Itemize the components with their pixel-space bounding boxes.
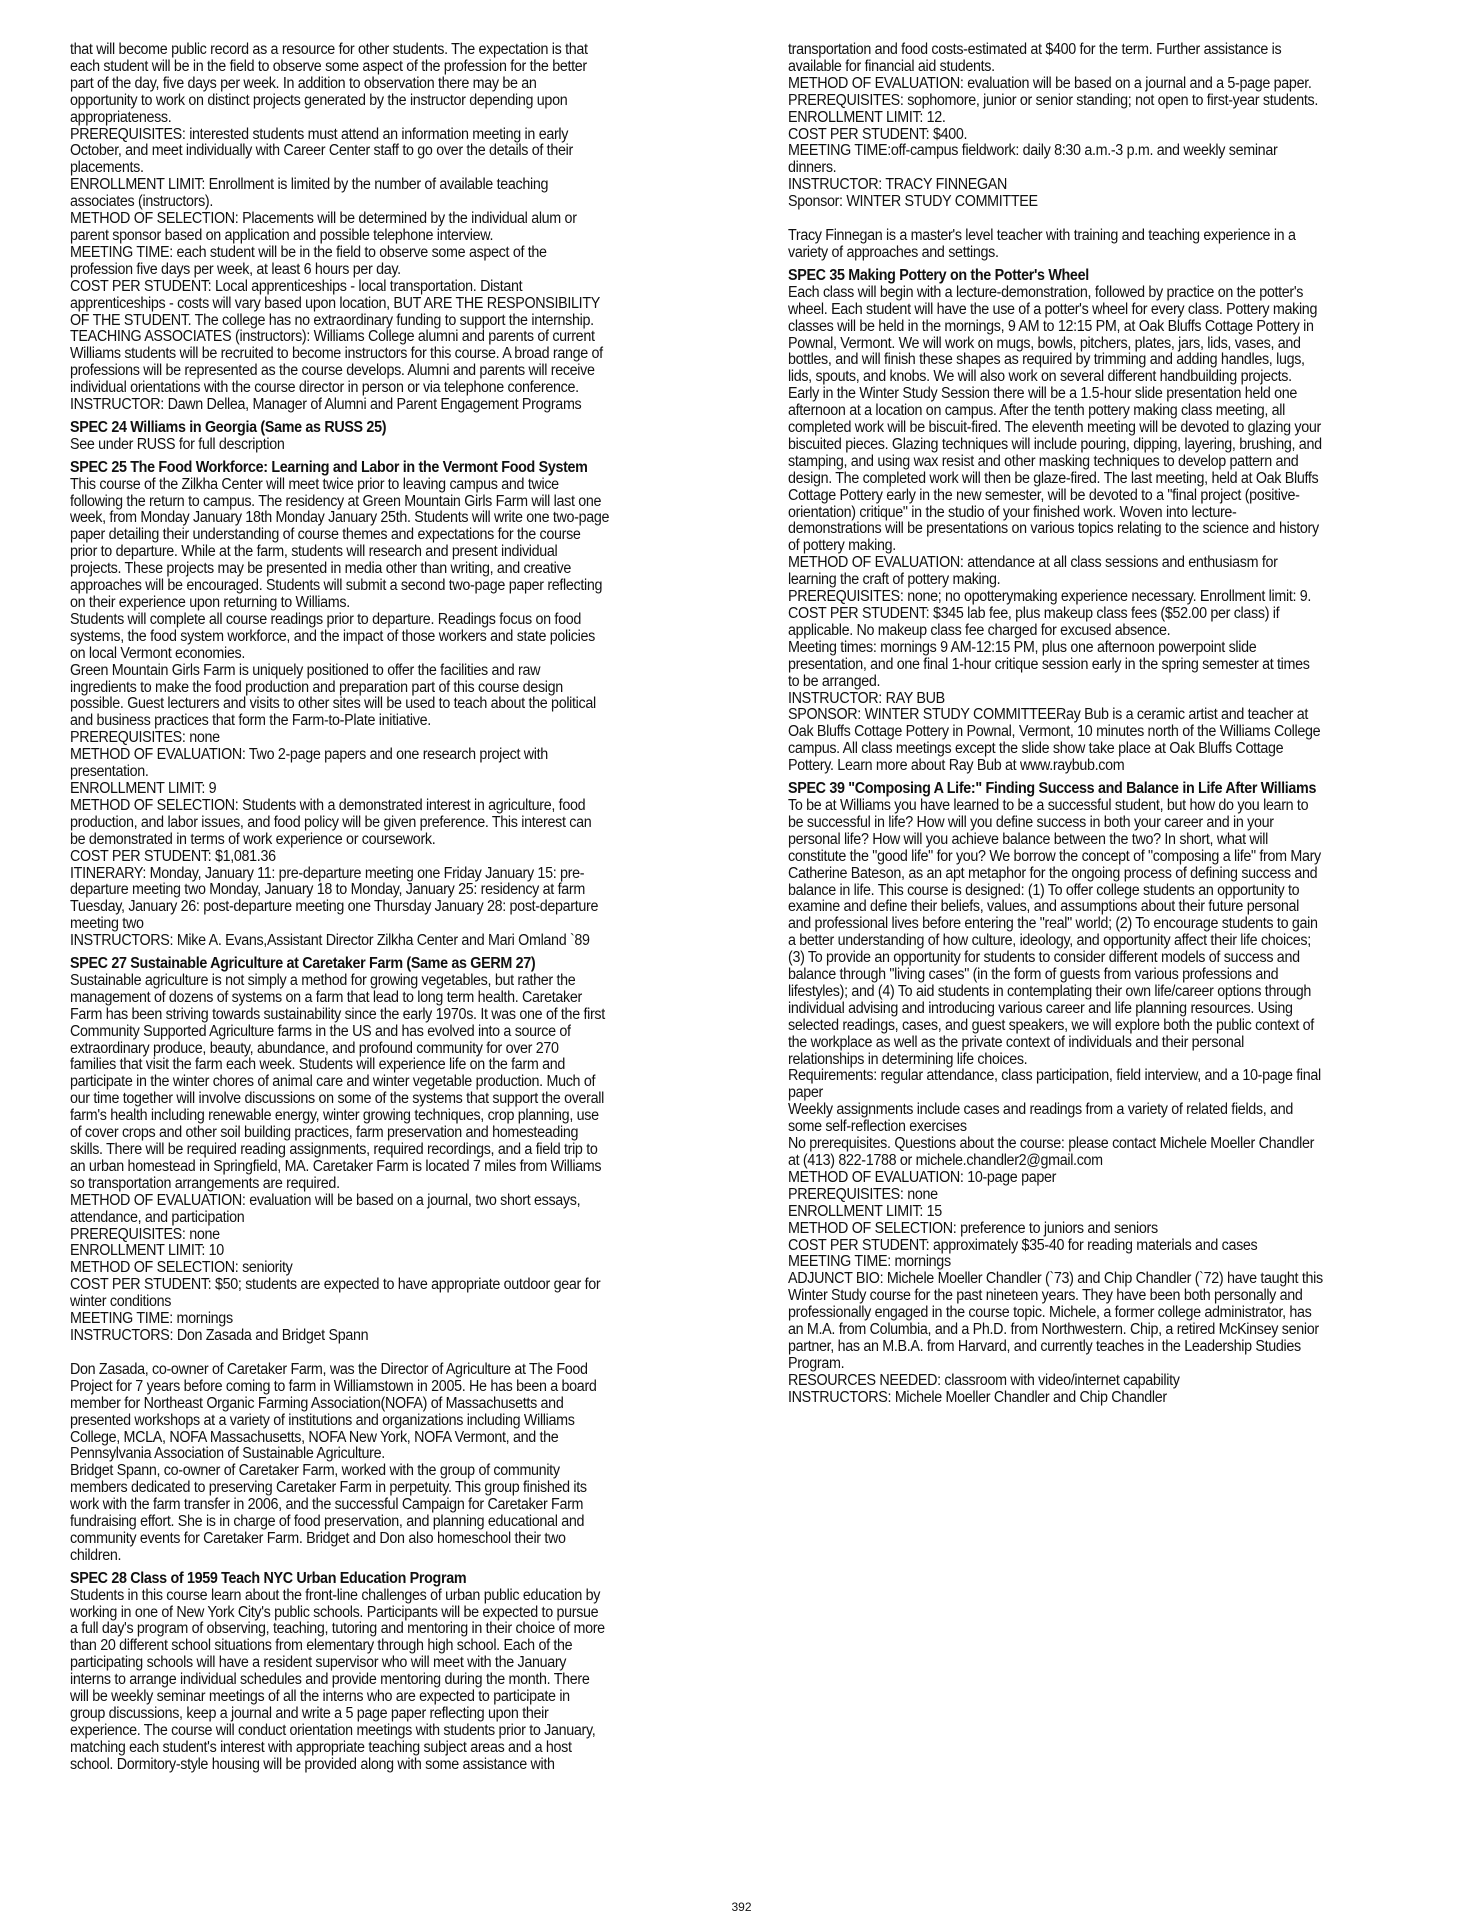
text-line: Pennsylvania Association of Sustainable Agriculture.: [70, 1445, 385, 1463]
text-line: ENROLLMENT LIMIT: 10: [70, 1242, 224, 1260]
text-line: INSTRUCTORS: Don Zasada and Bridget Spann: [70, 1326, 369, 1344]
text-line: that will become public record as a resource for other students. The expectation is that: [70, 41, 588, 58]
text-line: PREREQUISITES: none: [70, 729, 220, 747]
text-line: parent sponsor based on application and possible telephone interview.: [70, 226, 494, 244]
text-line: METHOD OF SELECTION: preference to juniors and seniors: [788, 1219, 1158, 1237]
text-line: INSTRUCTORS: Michele Moeller Chandler and Chip Chandler: [788, 1388, 1167, 1406]
text-line: opportunity to work on distinct projects generated by the instructor depending upon: [70, 91, 568, 109]
text-line: individual advising and introducing various career and life planning resources. Using: [788, 999, 1293, 1017]
text-line: Green Mountain Girls Farm is uniquely positioned to offer the facilities and raw: [70, 661, 541, 679]
text-line: METHOD OF EVALUATION: evaluation will be based on a journal and a 5-page paper.: [788, 74, 1312, 92]
text-line: working in one of New York City's public schools. Participants will be expected to pursue: [70, 1603, 599, 1621]
text-line: some self-reflection exercises: [788, 1118, 967, 1136]
text-line: Early in the Winter Study Session there will be a 1.5-hour slide presentation held one: [788, 385, 1298, 403]
text-line: a better understanding of how culture, ideology, and opportunity affect their life choices;: [788, 932, 1311, 950]
text-line: placements.: [70, 159, 144, 177]
course-heading: SPEC 25 The Food Workforce: Learning and Labor in the Vermont Food System: [70, 458, 588, 476]
text-line: PREREQUISITES: none; no opotterymaking experience necessary. Enrollment limit: 9.: [788, 588, 1312, 606]
text-line: stamping, and using wax resist and other masking techniques to develop pattern and: [788, 452, 1299, 470]
text-line: PREREQUISITES: interested students must attend an information meeting in early: [70, 125, 569, 143]
text-line: wheel. Each student will have the use of a potter's wheel for every class. Pottery making: [788, 300, 1318, 318]
text-line: dinners.: [788, 159, 837, 177]
text-line: METHOD OF EVALUATION: evaluation will be based on a journal, two short essays,: [70, 1191, 581, 1209]
text-line: production, and labor issues, and food policy will be given preference. This interest can: [70, 813, 592, 831]
text-line: variety of approaches and settings.: [788, 243, 999, 261]
text-line: Project for 7 years before coming to farm in Williamstown in 2005. He has been a board: [70, 1377, 597, 1395]
text-line: skills. There will be required reading assignments, required recordings, and a field trip to: [70, 1141, 598, 1158]
text-line: biscuited pieces. Glazing techniques will include pouring, dipping, layering, brushing, and: [788, 435, 1322, 453]
course-heading: SPEC 24 Williams in Georgia (Same as RUSS 25): [70, 418, 387, 436]
text-line: Requirements: regular attendance, class participation, field interview, and a 10-page final: [788, 1067, 1321, 1085]
text-line: Pottery. Learn more about Ray Bub at www.raybub.com: [788, 757, 1125, 775]
page-number: 392: [731, 1900, 752, 1914]
text-line: appropriateness.: [70, 108, 172, 126]
text-line: Oak Bluffs Cottage Pottery in Pownal, Vermont, 10 minutes north of the Williams College: [788, 723, 1321, 741]
text-line: paper detailing their understanding of course themes and expectations for the course: [70, 526, 581, 544]
text-line: MEETING TIME: each student will be in the field to observe some aspect of the: [70, 243, 547, 261]
text-line: COST PER STUDENT: $50; students are expected to have appropriate outdoor gear for: [70, 1276, 601, 1294]
text-line: learning the craft of pottery making.: [788, 571, 1001, 589]
text-line: relationships in determining life choices.: [788, 1050, 1028, 1068]
text-line: members dedicated to preserving Caretaker Farm in perpetuity. This group finished its: [70, 1479, 587, 1497]
text-line: community events for Caretaker Farm. Bridget and Don also homeschool their two: [70, 1529, 566, 1547]
text-line: be successful in life? How will you define success in both your career and in your: [788, 813, 1274, 831]
text-line: COST PER STUDENT: Local apprenticeships - local transportation. Distant: [70, 277, 523, 295]
text-line: Each class will begin with a lecture-demonstration, followed by practice on the potter's: [788, 283, 1304, 301]
text-line: fundraising effort. She is in charge of food preservation, and planning educational and: [70, 1513, 585, 1531]
text-line: (3) To provide an opportunity for students to consider different models of success and: [788, 949, 1300, 967]
text-line: balance through "living cases" (in the form of guests from various professions and: [788, 966, 1279, 984]
text-line: COST PER STUDENT: $1,081.36: [70, 847, 276, 865]
text-line: farm's health including renewable energy, winter growing techniques, crop planning, use: [70, 1107, 599, 1125]
text-line: campus. All class meetings except the slide show take place at Oak Bluffs Cottage: [788, 740, 1284, 758]
text-line: children.: [70, 1546, 122, 1564]
text-line: Weekly assignments include cases and readings from a variety of related fields, and: [788, 1101, 1293, 1119]
text-line: INSTRUCTOR: Dawn Dellea, Manager of Alumni and Parent Engagement Programs: [70, 396, 582, 414]
text-line: ENROLLMENT LIMIT: 9: [70, 779, 217, 797]
text-line: Farm has been striving towards sustainability since the early 1970s. It was one of the first: [70, 1005, 605, 1023]
text-line: applicable. No makeup class fee charged for excused absence.: [788, 621, 1171, 639]
text-line: ENROLLMENT LIMIT: 12.: [788, 108, 946, 126]
text-line: lids, spouts, and knobs. We will also work on several different handbuilding projects.: [788, 368, 1292, 386]
text-line: individual orientations with the course director in person or via telephone conference.: [70, 379, 579, 397]
text-line: part of the day, five days per week. In addition to observation there may be an: [70, 74, 537, 92]
text-line: will be weekly seminar meetings of all the interns who are expected to participate in: [70, 1688, 570, 1706]
text-line: selected readings, cases, and guest speakers, we will explore both the public context of: [788, 1016, 1314, 1034]
text-line: the workplace as well as the private context of individuals and their personal: [788, 1033, 1244, 1051]
text-line: See under RUSS for full description: [70, 435, 285, 453]
text-line: October, and meet individually with Career Center staff to go over the details of their: [70, 142, 573, 160]
text-line: personal life? How will you achieve balance between the two? In short, what will: [788, 830, 1268, 848]
text-line: projects. These projects may be presented in media other than writing, and creative: [70, 560, 572, 578]
text-line: Pownal, Vermont. We will work on mugs, bowls, pitchers, plates, jars, lids, vases, and: [788, 334, 1301, 352]
text-line: lifestyles); and (4) To aid students in contemplating their own life/career options through: [788, 982, 1312, 1000]
text-line: INSTRUCTOR: RAY BUB: [788, 689, 945, 707]
text-line: design. The completed work will then be glaze-fired. The last meeting, held at Oak Bluffs: [788, 469, 1319, 487]
text-line: bottles, and will finish these shapes as required by trimming and adding handles, lugs,: [788, 351, 1305, 369]
text-line: ITINERARY: Monday, January 11: pre-departure meeting one Friday January 15: pre-: [70, 864, 585, 882]
text-line: and professional lives before entering the "real" world; (2) To encourage students to gain: [788, 915, 1318, 933]
text-line: METHOD OF SELECTION: seniority: [70, 1259, 293, 1277]
text-line: group discussions, keep a journal and write a 5 page paper reflecting upon their: [70, 1705, 549, 1722]
text-line: No prerequisites. Questions about the course: please contact Michele Moeller Chandler: [788, 1135, 1315, 1153]
paragraph-gap: [70, 1345, 702, 1362]
left-column: [70, 42, 702, 1774]
text-line: apprenticeships - costs will vary based upon location, BUT ARE THE RESPONSIBILITY: [70, 294, 600, 312]
text-line: an urban homestead in Springfield, MA. Caretaker Farm is located 7 miles from Williams: [70, 1157, 602, 1175]
text-line: COST PER STUDENT: $345 lab fee, plus makeup class fees ($52.00 per class) if: [788, 605, 1280, 622]
text-line: INSTRUCTORS: Mike A. Evans,Assistant Director Zilkha Center and Mari Omland `89: [70, 932, 590, 950]
text-line: balance in life. This course is designed: (1) To offer college students an opportunity to: [788, 881, 1300, 899]
text-line: systems, the food system workforce, and the impact of those workers and state policies: [70, 627, 595, 645]
left-column-text: [70, 42, 702, 1774]
text-line: MEETING TIME: mornings: [70, 1310, 233, 1328]
text-line: associates (instructors).: [70, 193, 214, 211]
text-line: each student will be in the field to observe some aspect of the profession for the better: [70, 57, 587, 75]
text-line: Sustainable agriculture is not simply a method for growing vegetables, but rather the: [70, 971, 576, 989]
text-line: of pottery making.: [788, 537, 896, 555]
text-line: presentation.: [70, 763, 149, 781]
text-line: MEETING TIME:off-campus fieldwork: daily 8:30 a.m.-3 p.m. and weekly seminar: [788, 142, 1278, 160]
text-line: our time together will involve discussions on some of the systems that support the overall: [70, 1090, 604, 1108]
text-line: METHOD OF SELECTION: Students with a demonstrated interest in agriculture, food: [70, 796, 586, 814]
text-line: departure meeting two Monday, January 18 to Monday, January 25: residency at farm: [70, 881, 585, 899]
text-line: matching each student's interest with appropriate teaching subject areas and a host: [70, 1738, 572, 1756]
text-line: extraordinary produce, beauty, abundance, and profound community for over 270: [70, 1039, 559, 1057]
text-line: PREREQUISITES: none: [788, 1185, 938, 1203]
text-line: participating schools will have a resident supervisor who will meet with the January: [70, 1654, 567, 1672]
text-line: professions will be represented as the course develops. Alumni and parents will receive: [70, 362, 595, 380]
text-line: to be arranged.: [788, 672, 881, 690]
text-line: profession five days per week, at least 6 hours per day.: [70, 260, 401, 278]
right-column-text: [788, 42, 1420, 1407]
text-line: Sponsor: WINTER STUDY COMMITTEE: [788, 193, 1038, 211]
text-line: interns to arrange individual schedules and provide mentoring during the month. There: [70, 1671, 590, 1689]
text-line: METHOD OF EVALUATION: attendance at all class sessions and enthusiasm for: [788, 554, 1278, 572]
text-line: OF THE STUDENT. The college has no extraordinary funding to support the internship.: [70, 311, 594, 329]
text-line: partner, has an M.B.A. from Harvard, and currently teaches in the Leadership Studies: [788, 1337, 1301, 1355]
text-line: of cover crops and other soil building practices, farm preservation and homesteading: [70, 1124, 579, 1142]
text-line: week, from Monday January 18th Monday January 25th. Students will write one two-page: [70, 509, 610, 527]
text-line: ENROLLMENT LIMIT: 15: [788, 1202, 942, 1220]
text-line: PREREQUISITES: sophomore, junior or senior standing; not open to first-year students.: [788, 91, 1319, 109]
text-line: and business practices that form the Farm-to-Plate initiative.: [70, 712, 431, 730]
text-line: member for Northeast Organic Farming Association(NOFA) of Massachusetts and: [70, 1394, 564, 1412]
text-line: be demonstrated in terms of work experience or coursework.: [70, 830, 436, 848]
text-line: meeting two: [70, 915, 144, 933]
text-line: Williams students will be recruited to become instructors for this course. A broad range of: [70, 345, 603, 363]
text-line: To be at Williams you have learned to be a successful student, but how do you learn to: [788, 796, 1309, 814]
text-line: work with the farm transfer in 2006, and the successful Campaign for Caretaker Farm: [70, 1496, 584, 1514]
text-line: Don Zasada, co-owner of Caretaker Farm, was the Director of Agriculture at The Food: [70, 1360, 588, 1378]
text-line: METHOD OF EVALUATION: 10-page paper: [788, 1168, 1057, 1186]
text-line: METHOD OF EVALUATION: Two 2-page papers and one research project with: [70, 746, 548, 764]
text-line: transportation and food costs-estimated at $400 for the term. Further assistance is: [788, 41, 1282, 58]
text-line: INSTRUCTOR: TRACY FINNEGAN: [788, 176, 1007, 194]
text-line: presentation, and one final 1-hour critique session early in the spring semester at times: [788, 655, 1310, 673]
text-line: ENROLLMENT LIMIT: Enrollment is limited by the number of available teaching: [70, 176, 549, 194]
text-line: attendance, and participation: [70, 1208, 245, 1226]
text-line: a full day's program of observing, teaching, tutoring and mentoring in their choice of more: [70, 1620, 605, 1638]
text-line: at (413) 822-1788 or michele.chandler2@gmail.com: [788, 1152, 1103, 1169]
course-heading: SPEC 35 Making Pottery on the Potter's Wheel: [788, 266, 1089, 284]
text-line: Catherine Bateson, as an apt metaphor for the ongoing process of defining success and: [788, 864, 1318, 882]
text-line: orientation) critique" in the studio of your finished work. Woven into lecture-: [788, 503, 1237, 521]
text-line: presented workshops at a variety of institutions and organizations including Williams: [70, 1411, 575, 1429]
text-line: experience. The course will conduct orientation meetings with students prior to January,: [70, 1721, 596, 1739]
text-line: Community Supported Agriculture farms in the US and has evolved into a source of: [70, 1022, 571, 1040]
course-heading: SPEC 27 Sustainable Agriculture at Caretaker Farm (Same as GERM 27): [70, 955, 536, 973]
text-line: Students will complete all course readings prior to departure. Readings focus on food: [70, 610, 581, 628]
text-line: paper: [788, 1084, 823, 1102]
text-line: Cottage Pottery early in the new semester, will be devoted to a "final project (positive-: [788, 486, 1300, 504]
text-line: an M.A. from Columbia, and a Ph.D. from Northwestern. Chip, a retired McKinsey senior: [788, 1321, 1319, 1339]
text-line: completed work will be biscuit-fired. The eleventh meeting will be devoted to glazing your: [788, 419, 1321, 437]
text-line: demonstrations will be presentations on various topics relating to the science and history: [788, 520, 1319, 538]
course-heading: SPEC 39 "Composing A Life:" Finding Success and Balance in Life After Williams: [788, 780, 1317, 798]
text-line: available for financial aid students.: [788, 57, 995, 75]
text-line: MEETING TIME: mornings: [788, 1253, 951, 1271]
text-line: examine and define their beliefs, values, and assumptions about their future personal: [788, 898, 1300, 916]
course-heading: SPEC 28 Class of 1959 Teach NYC Urban Education Program: [70, 1569, 467, 1587]
text-line: participate in the winter chores of animal care and winter vegetable production. Much of: [70, 1073, 596, 1091]
text-line: possible. Guest lecturers and visits to other sites will be used to teach about the political: [70, 695, 596, 713]
text-line: Tracy Finnegan is a master's level teacher with training and teaching experience in a: [788, 227, 1296, 245]
text-line: Tuesday, January 26: post-departure meeting one Thursday January 28: post-departure: [70, 898, 599, 916]
text-line: TEACHING ASSOCIATES (instructors): Williams College alumni and parents of current: [70, 328, 595, 346]
text-line: College, MCLA, NOFA Massachusetts, NOFA New York, NOFA Vermont, and the: [70, 1428, 559, 1446]
text-line: ADJUNCT BIO: Michele Moeller Chandler (`73) and Chip Chandler (`72) have taught this: [788, 1270, 1323, 1288]
text-line: families that visit the farm each week. Students will experience life on the farm and: [70, 1056, 566, 1074]
text-line: Students in this course learn about the front-line challenges of urban public education by: [70, 1586, 601, 1604]
text-line: SPONSOR: WINTER STUDY COMMITTEERay Bub is a ceramic artist and teacher at: [788, 706, 1309, 724]
text-line: PREREQUISITES: none: [70, 1225, 220, 1243]
text-line: Program.: [788, 1354, 845, 1372]
text-line: METHOD OF SELECTION: Placements will be determined by the individual alum or: [70, 210, 577, 228]
text-line: Winter Study course for the past nineteen years. They have been both personally and: [788, 1287, 1303, 1305]
text-line: RESOURCES NEEDED: classroom with video/internet capability: [788, 1371, 1180, 1389]
text-line: ingredients to make the food production and preparation part of this course design: [70, 678, 563, 696]
text-line: so transportation arrangements are required.: [70, 1174, 340, 1192]
text-line: approaches will be encouraged. Students will submit a second two-page paper reflecting: [70, 577, 603, 595]
text-line: COST PER STUDENT: $400.: [788, 125, 968, 143]
text-line: than 20 different school situations from elementary through high school. Each of the: [70, 1637, 573, 1655]
text-line: COST PER STUDENT: approximately $35-40 for reading materials and cases: [788, 1236, 1258, 1254]
text-line: prior to departure. While at the farm, students will research and present individual: [70, 543, 558, 561]
text-line: winter conditions: [70, 1293, 172, 1311]
text-line: on local Vermont economies.: [70, 644, 245, 662]
text-line: afternoon at a location on campus. After the tenth pottery making class meeting, all: [788, 402, 1285, 420]
text-line: This course of the Zilkha Center will meet twice prior to leaving campus and twice: [70, 475, 559, 493]
right-column: [788, 42, 1420, 1407]
text-line: classes will be held in the mornings, 9 AM to 12:15 PM, at Oak Bluffs Cottage Pottery in: [788, 317, 1314, 335]
text-line: professionally engaged in the course topic. Michele, a former college administrator, has: [788, 1304, 1312, 1322]
text-line: Meeting times: mornings 9 AM-12:15 PM, plus one afternoon powerpoint slide: [788, 638, 1257, 656]
paragraph-gap: [788, 211, 1420, 228]
text-line: constitute the "good life" for you? We borrow the concept of "composing a life" from Mary: [788, 847, 1321, 865]
text-line: on their experience upon returning to Williams.: [70, 594, 350, 611]
text-line: following the return to campus. The residency at Green Mountain Girls Farm will last one: [70, 492, 602, 510]
text-line: management of dozens of systems on a farm that lead to long term health. Caretaker: [70, 988, 582, 1006]
text-line: Bridget Spann, co-owner of Caretaker Farm, worked with the group of community: [70, 1462, 560, 1480]
text-line: school. Dormitory-style housing will be provided along with some assistance with: [70, 1755, 555, 1773]
